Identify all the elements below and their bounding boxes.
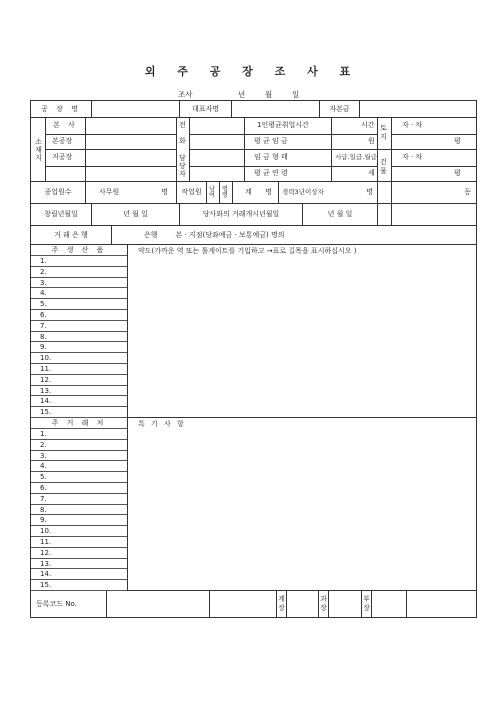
building-label: 건물 [380,158,387,175]
capital-label: 자본금 [319,101,359,117]
products-item[interactable]: 8. [31,332,127,343]
customers-item[interactable]: 8. [31,505,127,516]
bank-label: 거 래 은 행 [54,230,88,239]
building-col-end [377,204,391,225]
land-label: 토지 [380,124,387,141]
location-label: 소재지 [34,137,43,162]
customers-item[interactable]: 11. [31,537,127,548]
products-item[interactable]: 15. [31,407,127,418]
products-item[interactable]: 1. [31,256,127,267]
avg-age-label: 평 균 연 령 [254,169,288,177]
male-female-label: 남여 [206,182,219,203]
ceo-label: 대표자명 [179,101,231,117]
customers-item[interactable]: 1. [31,429,127,440]
row-employees [31,182,476,204]
customers-item[interactable]: 13. [31,559,127,570]
deal-start-field[interactable]: 년 월 일 [302,204,377,225]
building-count-unit: 동 [391,182,476,203]
map-area[interactable] [127,245,476,417]
total-label: 계 [245,188,252,196]
row-founding [31,204,476,226]
remarks-area[interactable] [127,418,476,590]
building-pyeong: 평 [454,169,461,177]
manager-label: 과장 [318,591,328,617]
building-col-cont [377,182,391,203]
worker-label: 작업원 [176,182,206,203]
head-office-label: 본 사 [53,121,78,129]
form-title: 외 주 공 장 조 사 표 [144,65,360,78]
phone-label-1: 전 [179,121,186,129]
survey-form [30,100,477,618]
customers-item[interactable]: 3. [31,451,127,462]
experienced-unit: 명 [366,188,373,196]
hours-unit: 시간 [361,121,375,129]
bank-field[interactable] [111,226,476,244]
land-own-rent: 자 · 차 [402,121,423,129]
reg-code-field-2[interactable] [209,591,276,617]
office-unit: 명 [161,188,168,196]
row-factory [31,101,476,118]
founding-date-field[interactable]: 년 월 일 [91,204,179,225]
customers-item[interactable]: 7. [31,494,127,505]
bank-branch: 본 · 지점(당좌예금 · 보통예금) 명의 [175,230,285,239]
work-hours-label: 1인평균취업시간 [257,121,309,129]
customers-item[interactable]: 14. [31,569,127,580]
survey-label: 조사 [178,90,193,99]
avg-wage-label: 평 균 임 금 [254,137,288,145]
row-footer [31,591,476,617]
wage-type-label: 임 금 형 태 [254,153,288,161]
wage-options: 시급.일급.월급 [335,153,377,161]
products-item[interactable]: 7. [31,321,127,332]
won-unit: 원 [368,137,375,145]
worker-unit: 명명 [219,182,232,203]
customers-item[interactable]: 6. [31,483,127,494]
approval-extra[interactable] [406,591,476,617]
map-note: 약도(가까운 역 또는 톨게이트를 기입하고 →표로 길목을 표시하십시오 ) [138,247,357,255]
bank-unit: 은행 [144,230,158,239]
customers-item[interactable]: 5. [31,472,127,483]
customers-item[interactable]: 10. [31,526,127,537]
employees-label: 종업원수 [44,188,72,196]
experienced-field[interactable] [278,182,377,203]
customers-list [31,418,127,591]
products-item[interactable]: 6. [31,310,127,321]
products-item[interactable]: 3. [31,278,127,289]
products-item[interactable]: 13. [31,386,127,397]
products-list [31,245,127,418]
location-block [31,118,476,182]
founding-label: 창립년월일 [44,210,78,218]
customers-item[interactable]: 2. [31,440,127,451]
manager-sign[interactable] [328,591,361,617]
factory-name-label: 공 장 명 [41,104,81,113]
ceo-field[interactable] [231,101,319,117]
team-leader-label: 계장 [276,591,286,617]
products-item[interactable]: 5. [31,299,127,310]
building-own-rent: 자 · 차 [402,153,423,161]
main-factory-label: 본공장 [52,137,73,145]
products-item[interactable]: 14. [31,396,127,407]
products-item[interactable]: 10. [31,353,127,364]
customers-item[interactable]: 9. [31,515,127,526]
customers-item[interactable]: 12. [31,548,127,559]
survey-day: 일 [292,90,300,99]
reg-code-label: 등록코드 No. [36,599,77,608]
row-bank [31,226,476,245]
remarks-note: 특 기 사 항 [138,420,186,428]
products-item[interactable]: 9. [31,342,127,353]
products-item[interactable]: 2. [31,267,127,278]
products-item[interactable]: 12. [31,375,127,386]
total-field[interactable] [232,182,278,203]
contact-label: 담당자 [179,154,186,178]
customers-item[interactable]: 15. [31,580,127,591]
land-pyeong: 평 [454,137,461,145]
capital-field[interactable] [359,101,476,117]
phone-label-2: 화 [179,137,186,145]
total-unit: 명 [265,188,272,196]
survey-month: 월 [265,90,273,99]
row-customers [31,418,476,591]
customers-header: 주 거 래 처 [31,418,127,429]
products-item[interactable]: 4. [31,288,127,299]
products-item[interactable]: 11. [31,364,127,375]
deal-start-label: 당사와의 거래개시년월일 [179,204,302,225]
building-col-end-field [391,204,476,225]
reg-code-field[interactable] [106,591,209,617]
director-sign[interactable] [371,591,406,617]
office-label: 사무원 [99,188,120,196]
team-leader-sign[interactable] [286,591,318,617]
office-workers-field[interactable] [85,182,176,203]
customers-item[interactable]: 4. [31,461,127,472]
row-products [31,245,476,418]
products-header: 주 생 산 품 [31,245,127,256]
director-label: 부장 [361,591,371,617]
survey-year: 년 [238,90,246,99]
experienced-label: 경력3년이상자 [282,188,324,197]
age-unit: 세 [368,169,375,177]
branch-factory-label: 지공장 [52,153,73,161]
factory-name-field[interactable] [91,101,179,117]
